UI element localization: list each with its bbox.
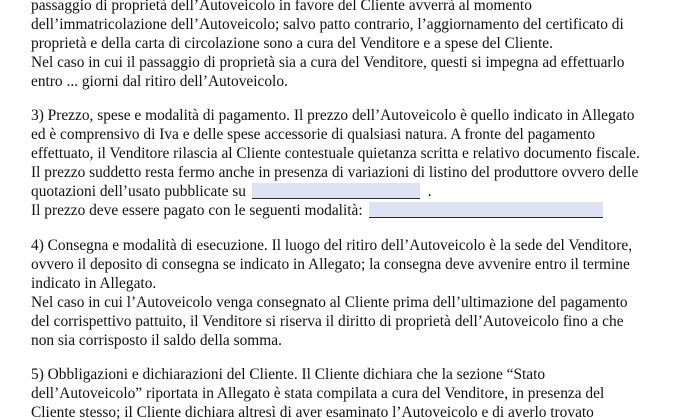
payment-methods-field[interactable] [369, 202, 603, 218]
text-line: ovvero il deposito di consegna se indicato in Allegato; la consegna deve avvenire entro il termine [31, 256, 630, 273]
text-line-with-field [31, 201, 603, 220]
period-text: . [427, 183, 432, 200]
section-3-heading-line: 3) Prezzo, spese e modalità di pagamento. Il prezzo dell’Autoveicolo è quello indicato in Allegato [31, 107, 635, 124]
text-line-with-field [31, 182, 432, 201]
text-line: Nel caso in cui l’Autoveicolo venga consegnato al Cliente prima dell’ultimazione del pagamento [31, 294, 628, 311]
text-line: dell’immatricolazione dell’Autoveicolo; salvo patto contrario, l’aggiornamento del certificato di [31, 16, 624, 33]
text-line: non sia corrisposto il saldo della somma. [31, 332, 282, 349]
text-line: entro ... giorni dal ritiro dell’Autoveicolo. [31, 73, 288, 90]
text-line: proprietà e della carta di circolazione sono a cura del Venditore e a spese del Cliente. [31, 35, 553, 52]
section-4-heading-line: 4) Consegna e modalità di esecuzione. Il luogo del ritiro dell’Autoveicolo è la sede del Venditore, [31, 237, 633, 254]
text-line: effettuato, il Venditore rilascia al Cliente contestuale quietanza scritta e relativo documento fiscale. [31, 145, 640, 162]
payment-methods-label: Il prezzo deve essere pagato con le seguenti modalità: [31, 202, 363, 219]
text-line: indicato in Allegato. [31, 275, 157, 292]
text-line: Il prezzo suddetto resta fermo anche in presenza di variazioni di listino del produttore ovvero delle [31, 164, 639, 181]
section-5-heading-line: 5) Obbligazioni e dichiarazioni del Cliente. Il Cliente dichiara che la sezione “Stato [31, 366, 546, 383]
text-line: passaggio di proprietà dell’Autoveicolo in favore del Cliente avverrà al momento [31, 0, 532, 14]
text-line: ed è comprensivo di Iva e delle spese accessorie di qualsiasi natura. A fronte del pagamento [31, 126, 596, 143]
text-line: Nel caso in cui il passaggio di proprietà sia a cura del Venditore, questi si impegna ad effettuarlo [31, 54, 625, 71]
text-line: del corrispettivo pattuito, il Venditore si riserva il diritto di proprietà dell’Autoveicolo fino a che [31, 313, 624, 330]
quotazioni-label: quotazioni dell’usato pubblicate su [31, 183, 246, 200]
text-line: Cliente stesso; il Cliente dichiara altresì di aver esaminato l’Autoveicolo e di averlo trovato [31, 404, 594, 420]
quotazioni-source-field[interactable] [252, 183, 420, 199]
text-line: dell’Autoveicolo” riportata in Allegato è stata compilata a cura del Venditore, in presenza del [31, 385, 605, 402]
